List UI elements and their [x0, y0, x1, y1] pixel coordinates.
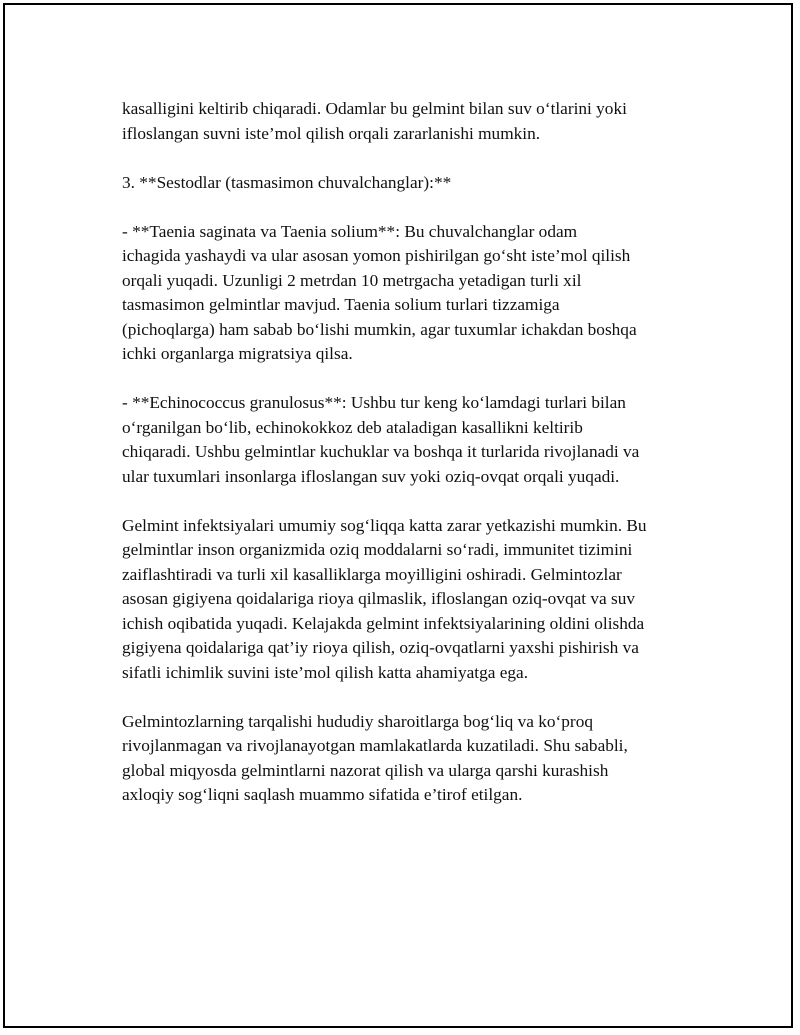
- section-heading-sestodlar: 3. **Sestodlar (tasmasimon chuvalchanglar):**: [122, 172, 452, 192]
- paragraph-continuation: kasalligini keltirib chiqaradi. Odamlar bu gelmint bilan suv o‘tlarini yoki ifloslangan suvni iste’mol qilish orqali zararlanishi mumkin.: [122, 99, 627, 143]
- document-body: [122, 97, 702, 808]
- page-border: [3, 3, 793, 1028]
- list-item-taenia: - **Taenia saginata va Taenia solium**: Bu chuvalchanglar odam ichagida yashaydi va ular asosan yomon pishirilgan go‘sht iste’mol qilish orqali yuqadi. Uzunligi 2 metrdan 10 metrgacha yetadigan turli xil tasmasimon gelmintlar mavjud. Taenia solium turlari tizzamiga (pichoqlarga) ham sabab bo‘lishi mumkin, agar tuxumlar ichakdan boshqa ichki organlarga migratsiya qilsa.: [122, 221, 637, 363]
- list-item-echinococcus: - **Echinococcus granulosus**: Ushbu tur keng ko‘lamdagi turlari bilan o‘rganilgan bo‘lib, echinokokkoz deb ataladigan kasallikni keltirib chiqaradi. Ushbu gelmintlar kuchuklar va boshqa it turlarida rivojlanadi va ular tuxumlari insonlarga ifloslangan suv yoki oziq-ovqat orqali yuqadi.: [122, 393, 640, 486]
- paragraph-distribution: Gelmintozlarning tarqalishi hududiy sharoitlarga bog‘liq va ko‘proq rivojlanmagan va rivojlanayotgan mamlakatlarda kuzatiladi. Shu sababli, global miqyosda gelmintlarni nazorat qilish va ularga qarshi kurashish axloqiy sog‘liqni saqlash muammo sifatida e’tirof etilgan.: [122, 711, 628, 804]
- paragraph-infections: Gelmint infektsiyalari umumiy sog‘liqqa katta zarar yetkazishi mumkin. Bu gelmintlar inson organizmida oziq moddalarni so‘radi, immunitet tizimini zaiflashtiradi va turli xil kasalliklarga moyilligini oshiradi. Gelmintozlar asosan gigiyena qoidalariga rioya qilmaslik, ifloslangan oziq-ovqat va suv ichish oqibatida yuqadi. Kelajakda gelmint infektsiyalarining oldini olishda gigiyena qoidalariga qat’iy rioya qilish, oziq-ovqatlarni yaxshi pishirish va sifatli ichimlik suvini iste’mol qilish katta ahamiyatga ega.: [122, 515, 647, 682]
